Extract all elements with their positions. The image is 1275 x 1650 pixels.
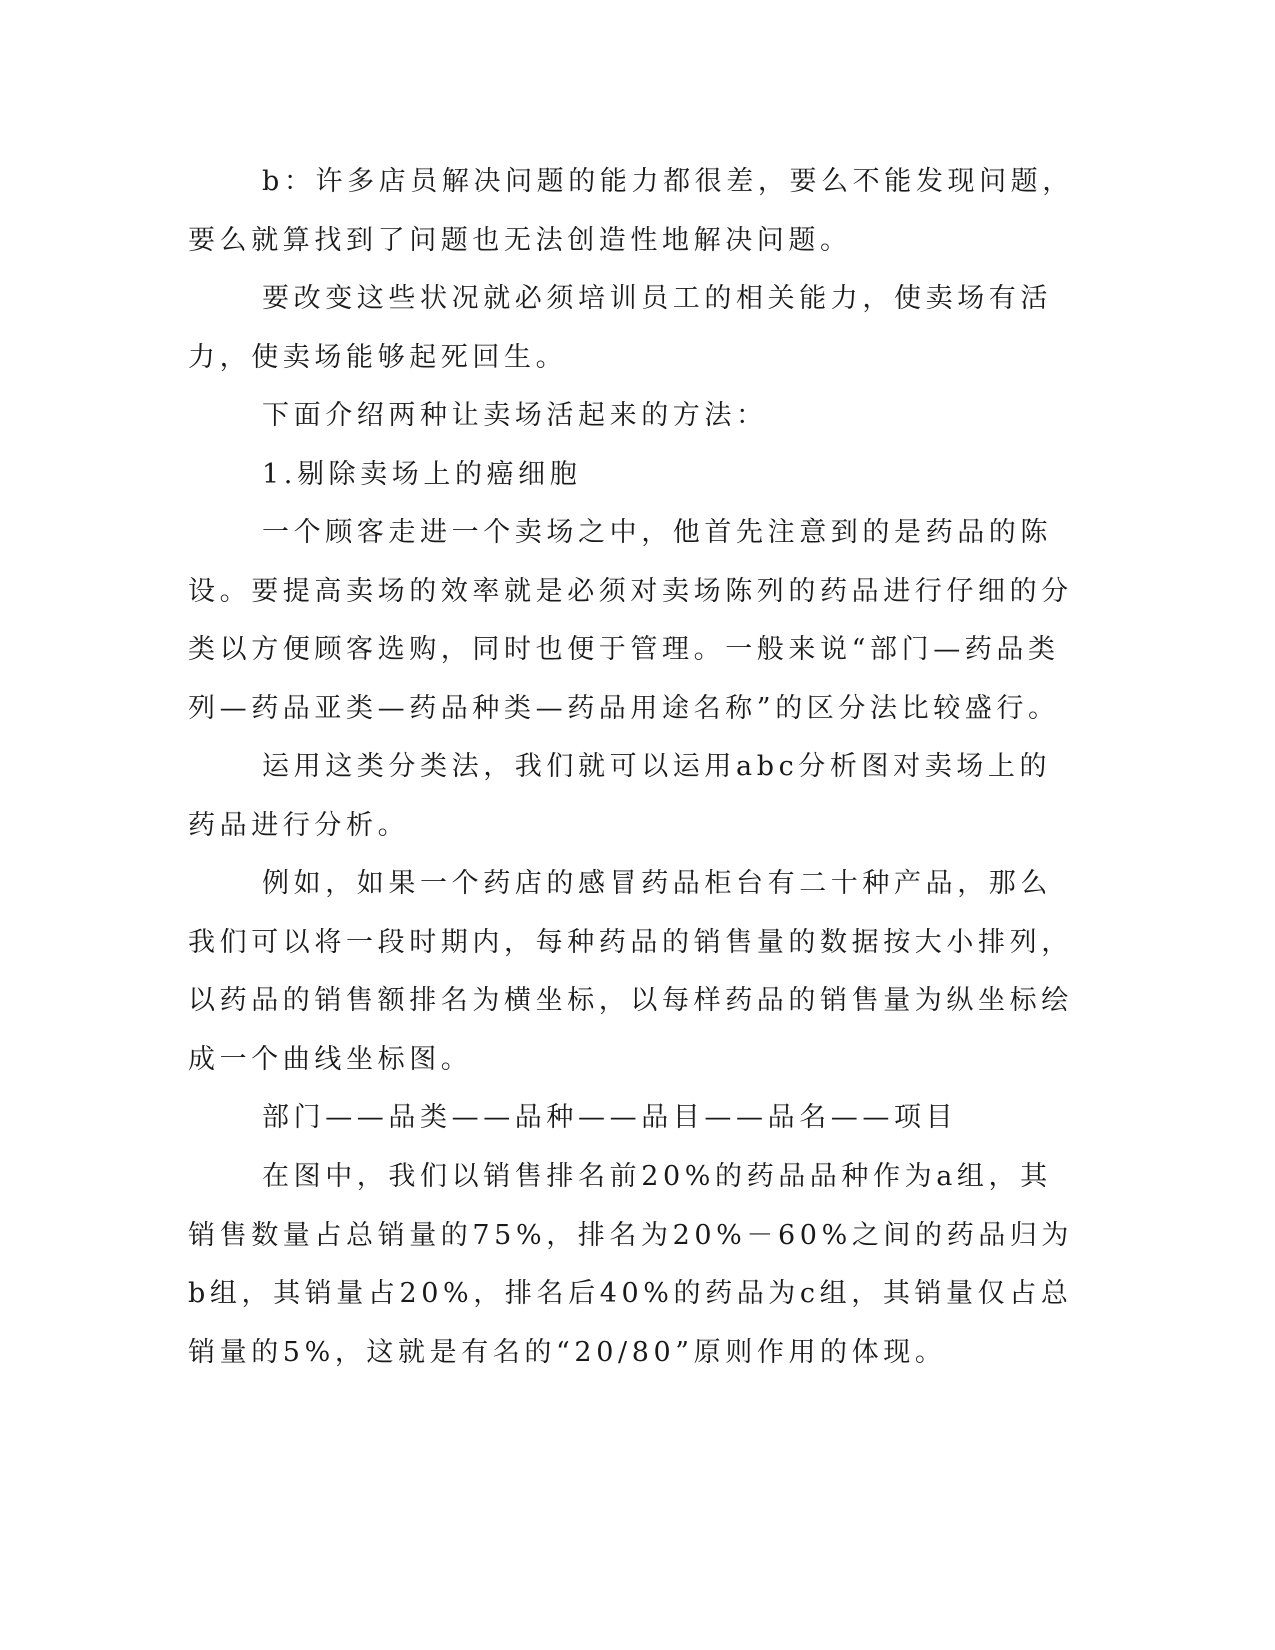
paragraph-b-problem-solving: b：许多店员解决问题的能力都很差，要么不能发现问题，要么就算找到了问题也无法创造性地解决问题。 — [188, 166, 1074, 256]
paragraph-two-methods-intro: 下面介绍两种让卖场活起来的方法： — [262, 400, 768, 431]
paragraph-abc-analysis: 运用这类分类法，我们就可以运用abc分析图对卖场上的药品进行分析。 — [188, 751, 1052, 841]
paragraph-customer-display: 一个顾客走进一个卖场之中，他首先注意到的是药品的陈设。要提高卖场的效率就是必须对卖场陈列的药品进行仔细的分类以方便顾客选购，同时也便于管理。一般来说“部门—药品类列—药品亚类—药品种类—药品用途名称”的区分法比较盛行。 — [188, 517, 1073, 724]
paragraph-change-situation: 要改变这些状况就必须培训员工的相关能力，使卖场有活力，使卖场能够起死回生。 — [188, 283, 1052, 373]
paragraph-example-cold-medicine: 例如，如果一个药店的感冒药品柜台有二十种产品，那么我们可以将一段时期内，每种药品的销售量的数据按大小排列，以药品的销售额排名为横坐标，以每样药品的销售量为纵坐标绘成一个曲线坐标图。 — [188, 868, 1073, 1075]
section-heading-remove-cancer-cells: 1.剔除卖场上的癌细胞 — [262, 459, 582, 490]
paragraph-hierarchy: 部门——品类——品种——品目——品名——项目 — [262, 1102, 958, 1133]
paragraph-20-80-rule: 在图中，我们以销售排名前20%的药品品种作为a组，其销售数量占总销量的75%，排名为20%－60%之间的药品归为b组，其销量占20%，排名后40%的药品为c组，其销量仅占总销量的5%，这就是有名的“20/80”原则作用的体现。 — [188, 1161, 1074, 1368]
